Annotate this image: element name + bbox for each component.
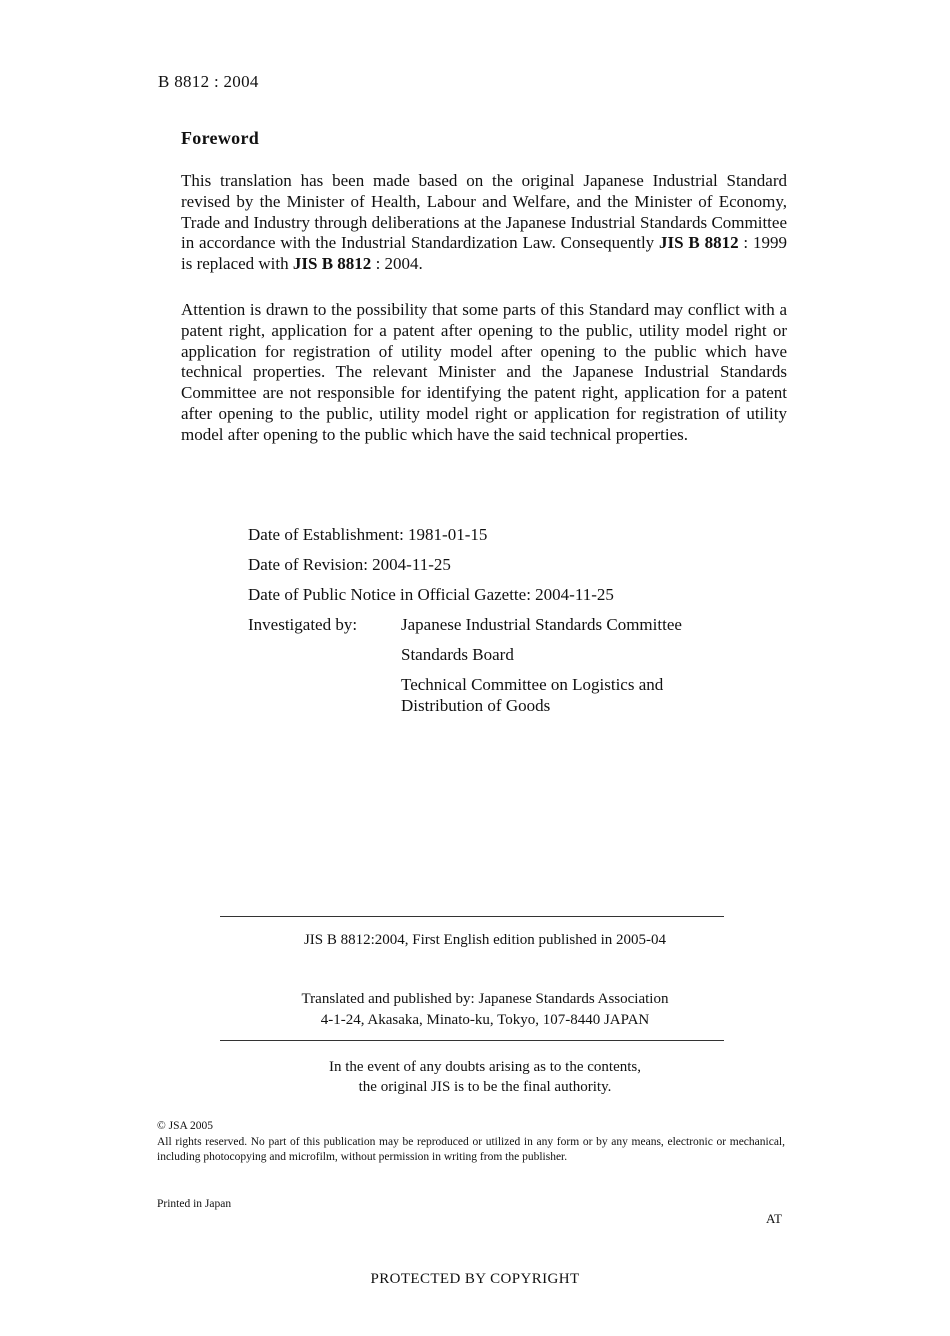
p1-text-c: : 1999 is replaced with — [181, 233, 787, 274]
edition-line: JIS B 8812:2004, First English edition published in 2005-04 — [303, 932, 667, 948]
date-of-revision: Date of Revision: 2004-11-25 — [248, 555, 451, 574]
investigator-committee: Japanese Industrial Standards Committee — [401, 615, 682, 634]
investigator-tech-committee-line2: Distribution of Goods — [401, 696, 551, 715]
p1-text-a: This translation has been made based on the original Japanese Industrial Standard revised by the Minister of Health, Labour and Welfare, and the Minister of Economy, Trade and Industry through deliberations at the Japanese Industrial Standards Committee in accordance with the Industrial Standardization Law. Consequently — [181, 171, 787, 253]
investigator-tech-committee-line1: Technical Committee on Logistics and — [401, 675, 664, 694]
translated-by: Translated and published by: Japanese Standards Association — [301, 991, 669, 1007]
investigated-by-label: Investigated by: — [248, 615, 358, 634]
printed-in: Printed in Japan — [157, 1198, 232, 1210]
protected-by-copyright: PROTECTED BY COPYRIGHT — [370, 1271, 580, 1287]
investigator-board: Standards Board — [401, 645, 514, 664]
p1-standard-old: JIS B 8812 — [659, 233, 739, 253]
foreword-paragraph-1 — [181, 171, 787, 275]
divider-top — [220, 916, 724, 917]
rights-reserved-text: All rights reserved. No part of this publication may be reproduced or utilized in any form or by any means, electronic or mechanical, including photocopying and microfilm, without permission in writing from the publisher. — [157, 1136, 785, 1164]
copyright-notice: © JSA 2005 — [157, 1120, 214, 1132]
divider-bottom — [220, 1040, 724, 1041]
date-of-establishment: Date of Establishment: 1981-01-15 — [248, 525, 488, 544]
foreword-title: Foreword — [181, 128, 260, 148]
doubt-line-2: the original JIS is to be the final authority. — [358, 1079, 612, 1095]
page-code: AT — [766, 1211, 782, 1226]
document-code-header: B 8812 : 2004 — [158, 72, 259, 91]
publisher-address: 4-1-24, Akasaka, Minato-ku, Tokyo, 107-8440 JAPAN — [320, 1012, 650, 1028]
date-of-public-notice: Date of Public Notice in Official Gazette: 2004-11-25 — [248, 585, 614, 604]
doubt-line-1: In the event of any doubts arising as to the contents, — [328, 1059, 641, 1075]
p1-standard-new: JIS B 8812 — [292, 254, 372, 274]
foreword-paragraph-2: Attention is drawn to the possibility that some parts of this Standard may conflict with a patent right, application for a patent after opening to the public, utility model right or application for registration of utility model after opening to the public which have technical properties. The relevant Minister and the Japanese Industrial Standards Committee are not responsible for identifying the patent right, application for a patent after opening to the public, utility model right or application for registration of utility model after opening to the public which have the said technical properties. — [181, 300, 787, 444]
p1-text-d: : 2004. — [371, 254, 423, 274]
